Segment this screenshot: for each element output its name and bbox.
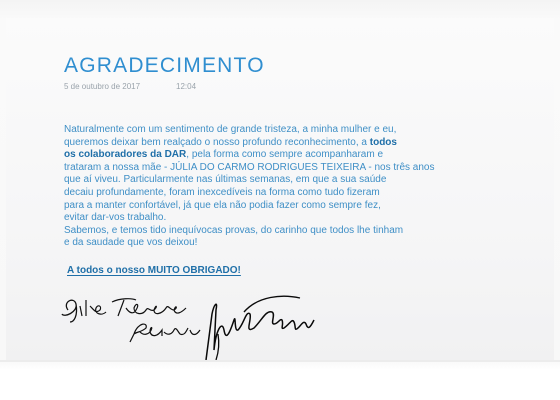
signature-1 [60, 292, 210, 344]
letter-title: AGRADECIMENTO [64, 54, 265, 77]
body-line-9: Sabemos, e temos tido inequívocas provas, do carinho que todos lhe tinham [64, 224, 404, 236]
body-line-7: para a manter confortável, já que ela não podia fazer como sempre fez, [64, 199, 381, 211]
paper-bottom-edge [0, 360, 560, 362]
body-line-3-text: , pela forma como sempre acompanharam e [186, 149, 384, 161]
body-line-2 [64, 137, 484, 150]
signature-2 [204, 290, 320, 362]
letter-date: 5 de outubro de 2017 [64, 82, 141, 91]
body-line-6: decaiu profundamente, foram inexcedíveis na forma como tudo fizeram [64, 186, 380, 198]
body-line-10: e da saudade que vos deixou! [64, 237, 198, 249]
body-line-1: Naturalmente com um sentimento de grande tristeza, a minha mulher e eu, [64, 124, 397, 135]
letter-body [64, 124, 484, 250]
body-line-2-emphasis: todos [369, 136, 397, 148]
body-line-3-emphasis: os colaboradores da DAR [64, 149, 187, 161]
letter-time: 12:04 [176, 82, 197, 91]
body-line-3 [64, 149, 484, 162]
body-line-8: evitar dar-vos trabalho. [64, 212, 167, 224]
body-line-2-text: queremos deixar bem realçado o nosso profundo reconhecimento, a [64, 136, 370, 148]
body-line-4: trataram a nossa mãe - JÚLIA DO CARMO RODRIGUES TEIXEIRA - nos três anos [64, 161, 435, 173]
closing-thanks: A todos o nosso MUITO OBRIGADO! [67, 265, 241, 276]
body-line-5: que aí viveu. Particularmente nas últimas semanas, em que a sua saúde [64, 174, 387, 186]
